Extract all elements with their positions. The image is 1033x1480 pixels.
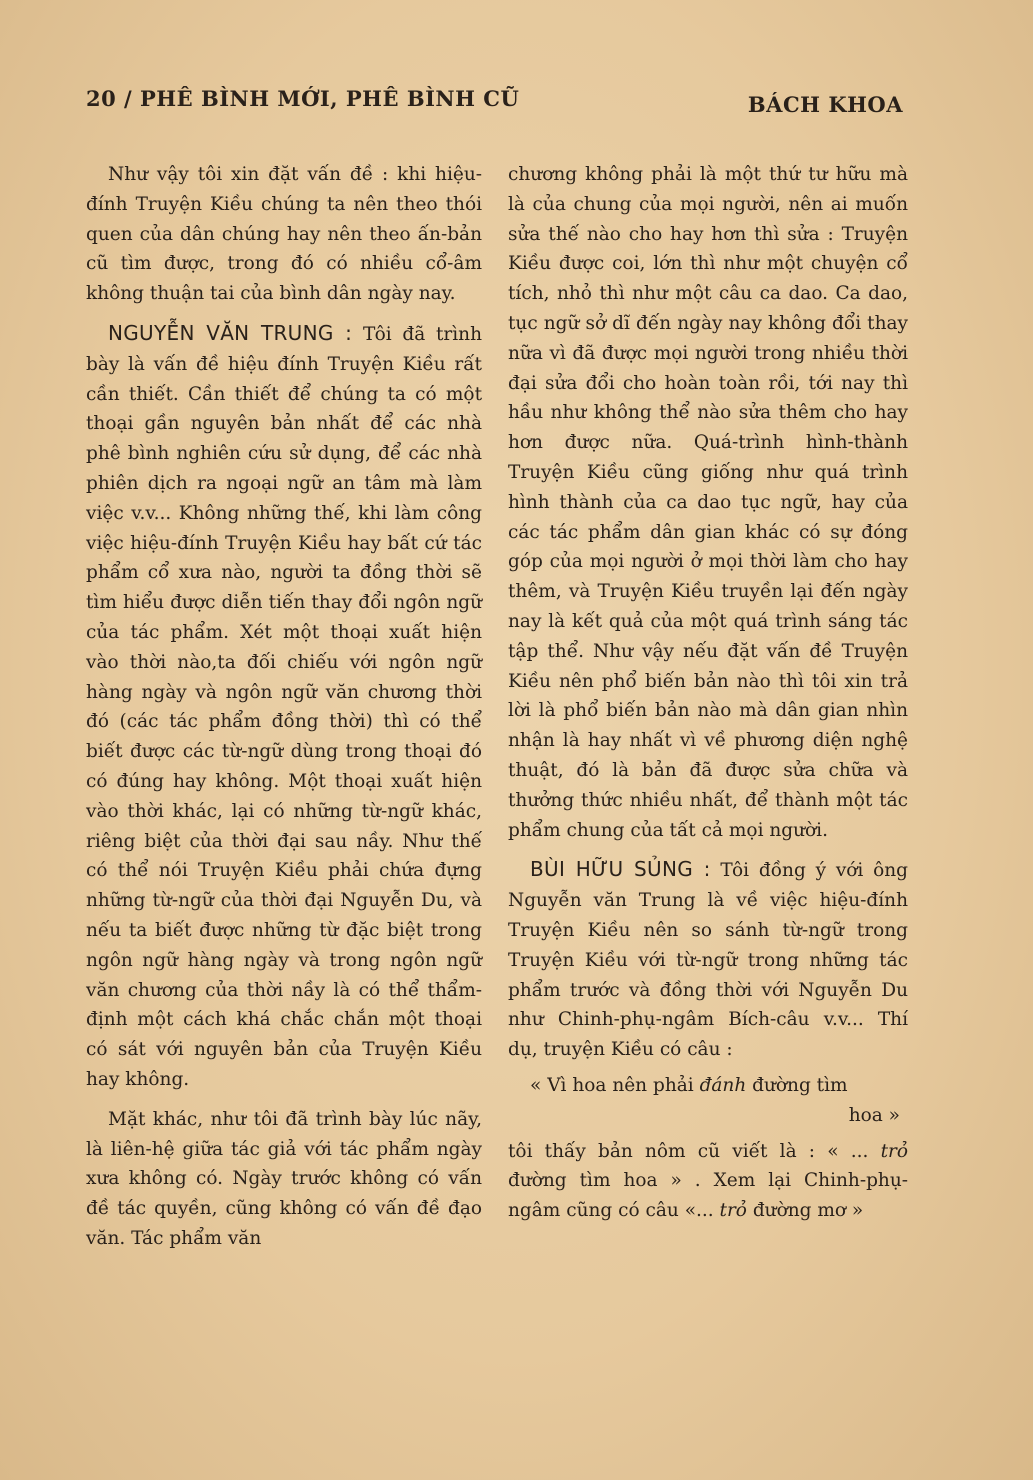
- right-column: [508, 160, 908, 1226]
- paragraph: chương không phải là một thứ tư hữu mà là của chung của mọi người, nên ai muốn sửa thế nào cho hay hơn thì sửa : Truyện Kiều được coi, lớn thì như một chuyện cổ tích, nhỏ thì như một câu ca dao. Ca dao, tục ngữ sở dĩ đến ngày nay không đổi thay nữa vì đã được mọi người trong nhiều thời đại sửa đổi cho hoàn toàn rồi, tới nay thì hầu như không thể nào sửa thêm cho hay hơn được nữa. Quá-trình hình-thành Truyện Kiều cũng giống như quá trình hình thành của ca dao tục ngữ, hay của các tác phẩm dân gian khác có sự đóng góp của mọi người ở mọi thời làm cho hay thêm, và Truyện Kiều truyền lại đến ngày nay là kết quả của một quá trình sáng tác tập thể. Như vậy nếu đặt vấn đề Truyện Kiều nên phổ biến bản nào thì tôi xin trả lời là phổ biến bản nào mà dân gian nhìn nhận là hay nhất vì về phương diện nghệ thuật, đó là bản đã được sửa chữa và thưởng thức nhiều nhất, để thành một tác phẩm chung của tất cả mọi người.: [508, 164, 908, 841]
- emphasis: trỏ: [880, 1140, 908, 1162]
- running-title: 20 / PHÊ BÌNH MỚI, PHÊ BÌNH CŨ: [86, 86, 520, 111]
- page-header: [86, 86, 903, 122]
- paragraph-text: Tôi đã trình bày là vấn đề hiệu đính Truyện Kiều rất cần thiết. Cần thiết để chúng ta có một thoại gần nguyên bản nhất để các nhà phê bình nghiên cứu sử dụng, để các nhà phiên dịch ra ngoại ngữ an tâm mà làm việc v.v... Không những thế, khi làm công việc hiệu-đính Truyện Kiều hay bất cứ tác phẩm cổ xưa nào, người ta đồng thời sẽ tìm hiểu được diễn tiến thay đổi ngôn ngữ của tác phẩm. Xét một thoại xuất hiện vào thời nào,ta đối chiếu với ngôn ngữ hàng ngày và ngôn ngữ văn chương thời đó (các tác phẩm đồng thời) thì có thể biết được các từ-ngữ dùng trong thoại đó có đúng hay không. Một thoại xuất hiện vào thời khác, lại có những từ-ngữ khác, riêng biệt của thời đại sau nầy. Như thế có thể nói Truyện Kiều phải chứa đựng những từ-ngữ của thời đại Nguyễn Du, và nếu ta biết được những từ đặc biệt trong ngôn ngữ hàng ngày và trong ngôn ngữ văn chương của thời nầy là có thể thẩm-định một cách khá chắc chắn một thoại có sát với nguyên bản của Truyện Kiều hay không.: [86, 323, 482, 1090]
- verse-quote: [530, 1071, 908, 1131]
- quote-text: hoa »: [848, 1104, 900, 1126]
- speaker-name: BÙI HỮU SỦNG :: [530, 857, 711, 882]
- paragraph-text: Tôi đồng ý với ông Nguyễn văn Trung là về việc hiệu-đính Truyện Kiều nên so sánh từ-ngữ trong Truyện Kiều với từ-ngữ trong những tác phẩm trước và đồng thời với Nguyễn Du như Chinh-phụ-ngâm Bích-câu v.v... Thí dụ, truyện Kiều có câu :: [508, 860, 909, 1061]
- quote-text: « Vì hoa nên phải: [530, 1074, 700, 1096]
- paragraph-text: đường tìm hoa » . Xem lại Chinh-phụ-ngâm cũng có câu «...: [508, 1170, 908, 1222]
- paragraph: [508, 855, 908, 1065]
- paragraph-text: đường mơ »: [746, 1200, 864, 1222]
- speaker-name: NGUYỄN VĂN TRUNG :: [108, 320, 353, 345]
- paragraph: Mặt khác, như tôi đã trình bày lúc nãy, là liên-hệ giữa tác giả với tác phẩm ngày xưa không có. Ngày trước không có vấn đề tác quyền, cũng không có vấn đề đạo văn. Tác phẩm văn: [86, 1108, 482, 1249]
- paragraph-text: tôi thấy bản nôm cũ viết là : « ...: [508, 1140, 881, 1162]
- paragraph: [508, 1137, 908, 1226]
- quote-emphasis: đánh: [699, 1074, 747, 1096]
- paragraph: Như vậy tôi xin đặt vấn đề : khi hiệu-đính Truyện Kiều chúng ta nên theo thói quen của dân chúng hay nên theo ấn-bản cũ tìm được, trong đó có nhiều cổ-âm không thuận tai của bình dân ngày nay.: [86, 164, 482, 305]
- magazine-name: BÁCH KHOA: [747, 92, 903, 117]
- left-column: [86, 160, 482, 1254]
- paragraph: [86, 319, 482, 1095]
- quote-text: đường tìm: [746, 1074, 848, 1096]
- emphasis: trỏ: [719, 1200, 747, 1222]
